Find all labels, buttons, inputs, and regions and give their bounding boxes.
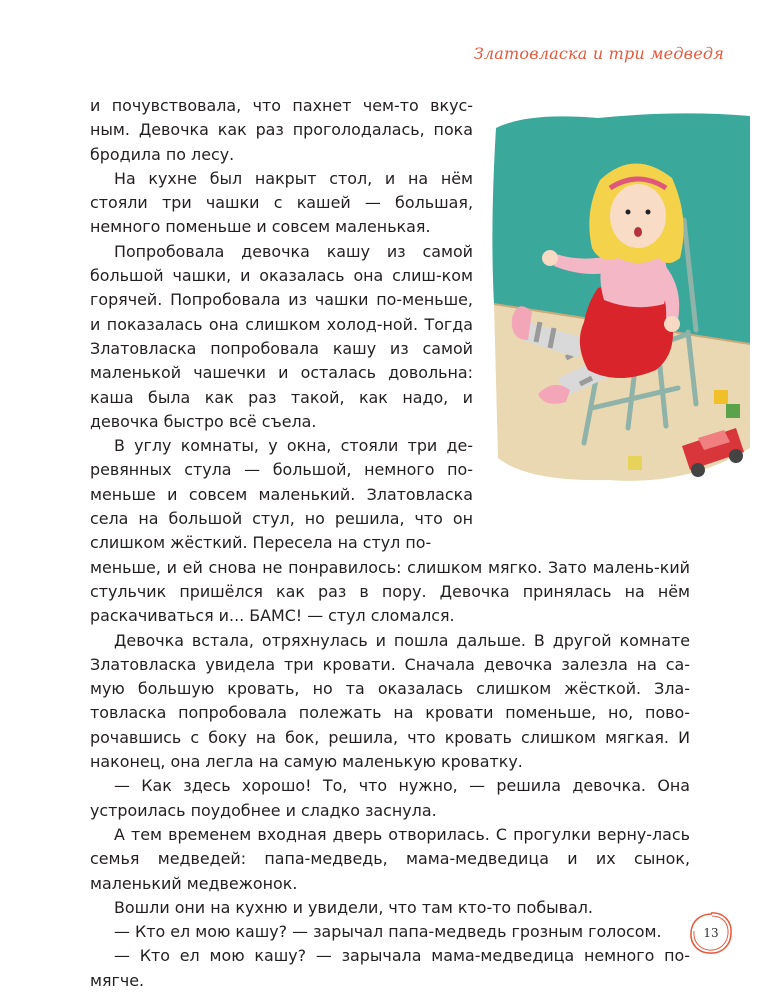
page-number bbox=[688, 910, 734, 956]
paragraph: — Кто ел мою кашу? — зарычал папа-медведь грозным голосом. bbox=[114, 922, 662, 942]
paragraph: На кухне был накрыт стол, и на нём стояли три чашки с кашей — большая, немного поменьше и совсем маленькая. bbox=[90, 168, 473, 237]
paragraph: В углу комнаты, у окна, стояли три де-ревянных стула — большой, немного по-меньше и совсем маленький. Златовласка села на большой стул, но решила, что он слишком жёсткий. Пересела на стул по- bbox=[90, 436, 473, 553]
paragraph: — Как здесь хорошо! То, что нужно, — решила девочка. Она устроилась поудобнее и сладко заснула. bbox=[90, 776, 690, 820]
toy-block-1 bbox=[714, 390, 728, 404]
paragraph: Вошли они на кухню и увидели, что там кто-то побывал. bbox=[114, 897, 593, 917]
running-head-title: Златовласка и три медведя bbox=[473, 44, 724, 63]
paragraph: Попробовала девочка кашу из самой большой чашки, и оказалась она слиш-ком горячей. Попробовала из чашки по-меньше, и показалась она слишком холод-ной. Тогда Златовласка попробовала кашу из самой маленькой чашечки и осталась довольна: каша была как раз такой, как надо, и девочка быстро всё съела. bbox=[90, 241, 473, 431]
paragraph: меньше, и ей снова не понравилось: слишком мягко. Зато малень-кий стульчик пришёлся как раз в пору. Девочка принялась на нём раскачиваться и... БАМС! — стул сломался. bbox=[90, 557, 690, 626]
story-text bbox=[90, 94, 690, 993]
paragraph: — Кто ел мою кашу? — зарычала мама-медведица немного по-мягче. bbox=[90, 946, 690, 990]
paragraph: А тем временем входная дверь отворилась. С прогулки верну-лась семья медведей: папа-медведь, мама-медведица и их сынок, маленький медвежонок. bbox=[90, 824, 690, 893]
toy-block-2 bbox=[726, 404, 740, 418]
paragraph: и почувствовала, что пахнет чем-то вкус-ным. Девочка как раз проголодалась, пока бродила по лесу. bbox=[90, 96, 473, 164]
paragraph: Девочка встала, отряхнулась и пошла дальше. В другой комнате Златовласка увидела три кровати. Сначала девочка залезла на са-мую большую кровать, но та оказалась слишком жёсткой. Зла-товласка попробовала полежать на кровати поменьше, но, пово-рочавшись с боку на бок, решила, что кровать слишком мягкая. И наконец, она легла на самую маленькую кроватку. bbox=[90, 630, 690, 772]
page-number-value: 13 bbox=[703, 926, 719, 940]
